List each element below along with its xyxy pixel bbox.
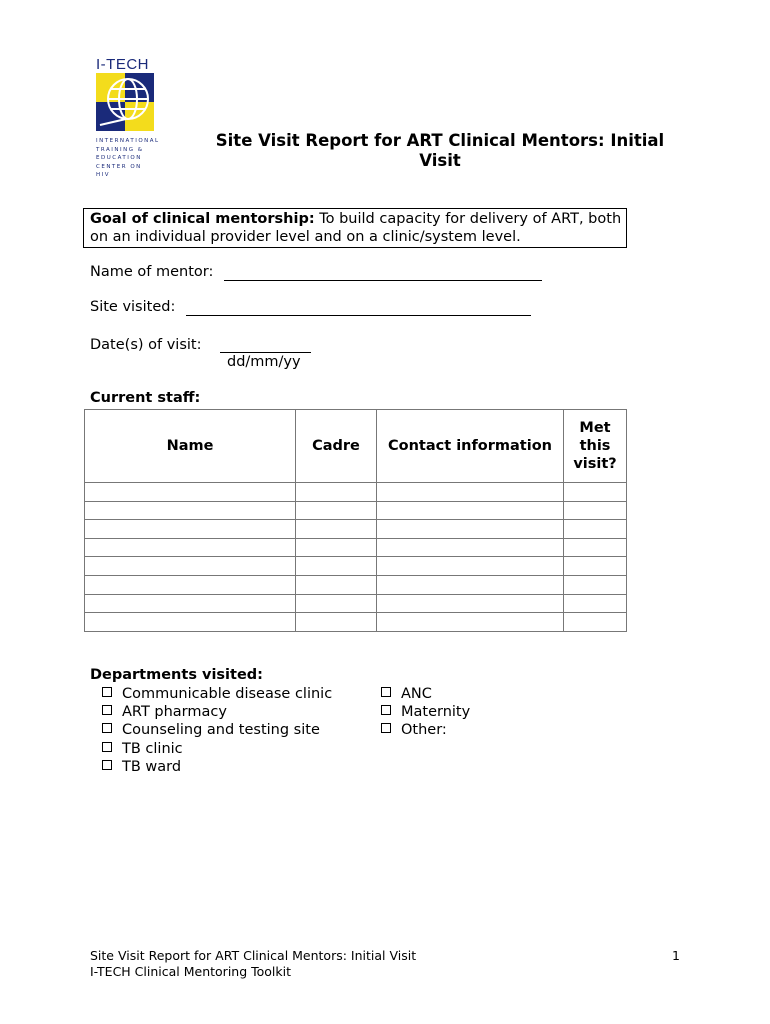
- staff-table: [84, 409, 627, 632]
- checkbox[interactable]: [102, 742, 112, 752]
- table-cell[interactable]: [564, 538, 627, 557]
- goal-box: [83, 208, 627, 248]
- globe-icon: [96, 73, 154, 131]
- departments-heading: Departments visited:: [90, 667, 263, 683]
- table-cell[interactable]: [85, 594, 296, 613]
- checkbox[interactable]: [381, 687, 391, 697]
- table-cell[interactable]: [85, 557, 296, 576]
- table-cell[interactable]: [377, 613, 564, 632]
- site-field[interactable]: [186, 315, 531, 316]
- table-cell[interactable]: [296, 557, 377, 576]
- table-cell[interactable]: [377, 575, 564, 594]
- table-cell[interactable]: [377, 520, 564, 539]
- footer-line1: Site Visit Report for ART Clinical Mentors: Initial Visit: [90, 948, 417, 963]
- table-row: [85, 483, 627, 502]
- col-name: Name: [85, 410, 296, 483]
- table-cell[interactable]: [564, 501, 627, 520]
- table-cell[interactable]: [85, 520, 296, 539]
- table-cell[interactable]: [377, 483, 564, 502]
- table-cell[interactable]: [296, 483, 377, 502]
- checkbox-item[interactable]: [381, 685, 470, 703]
- checkbox-item[interactable]: [102, 740, 332, 758]
- checkbox-item[interactable]: [102, 703, 332, 721]
- table-cell[interactable]: [85, 538, 296, 557]
- table-row: [85, 501, 627, 520]
- footer: [90, 948, 416, 980]
- dates-field[interactable]: [220, 352, 311, 353]
- table-cell[interactable]: [296, 575, 377, 594]
- checkbox[interactable]: [102, 760, 112, 770]
- itech-logo: [96, 56, 158, 180]
- date-format-hint: dd/mm/yy: [227, 354, 301, 370]
- checkbox-label: TB clinic: [122, 740, 183, 757]
- logo-line: TRAINING &: [96, 146, 144, 153]
- checkbox[interactable]: [102, 687, 112, 697]
- checkbox-label: ART pharmacy: [122, 704, 227, 721]
- checkbox-label: TB ward: [122, 758, 182, 775]
- logo-brand: I-TECH: [96, 56, 149, 73]
- mentor-label: Name of mentor:: [90, 264, 214, 280]
- goal-label: Goal of clinical mentorship:: [90, 211, 315, 227]
- checkbox-item[interactable]: [381, 703, 470, 721]
- table-cell[interactable]: [296, 520, 377, 539]
- checkbox[interactable]: [381, 705, 391, 715]
- table-cell[interactable]: [377, 501, 564, 520]
- table-cell[interactable]: [564, 575, 627, 594]
- col-cadre: Cadre: [296, 410, 377, 483]
- table-cell[interactable]: [377, 557, 564, 576]
- table-cell[interactable]: [564, 520, 627, 539]
- checkbox-label: ANC: [401, 686, 432, 702]
- table-cell[interactable]: [564, 594, 627, 613]
- table-cell[interactable]: [296, 538, 377, 557]
- table-cell[interactable]: [85, 613, 296, 632]
- logo-line: CENTER ON HIV: [96, 163, 142, 178]
- departments-right-list: [381, 685, 470, 740]
- table-cell[interactable]: [296, 501, 377, 520]
- logo-line: INTERNATIONAL: [96, 138, 160, 144]
- page-title: Site Visit Report for ART Clinical Mentors: Initial Visit: [215, 131, 665, 170]
- logo-line: EDUCATION: [96, 155, 142, 161]
- table-row: [85, 557, 627, 576]
- staff-heading: Current staff:: [90, 390, 201, 406]
- table-cell[interactable]: [564, 483, 627, 502]
- table-row: [85, 538, 627, 557]
- checkbox-label: Counseling and testing site: [122, 722, 320, 739]
- footer-line2: I-TECH Clinical Mentoring Toolkit: [90, 964, 292, 979]
- col-met: Met this visit?: [564, 410, 627, 483]
- table-cell[interactable]: [85, 501, 296, 520]
- checkbox-label: Communicable disease clinic: [122, 686, 333, 702]
- table-row: [85, 575, 627, 594]
- dates-label: Date(s) of visit:: [90, 337, 202, 353]
- col-contact: Contact information: [377, 410, 564, 483]
- checkbox-item[interactable]: [102, 721, 332, 739]
- table-cell[interactable]: [85, 575, 296, 594]
- checkbox-item[interactable]: [102, 685, 332, 703]
- checkbox[interactable]: [381, 723, 391, 733]
- site-label: Site visited:: [90, 299, 176, 315]
- goal-text: To build capacity for delivery of ART, both on an individual provider level and on a clinic/system level.: [90, 211, 622, 245]
- table-cell[interactable]: [377, 538, 564, 557]
- checkbox-label: Other:: [401, 722, 447, 739]
- table-cell[interactable]: [85, 483, 296, 502]
- table-cell[interactable]: [564, 557, 627, 576]
- departments-left-list: [102, 685, 332, 776]
- checkbox[interactable]: [102, 723, 112, 733]
- table-header-row: [85, 410, 627, 483]
- table-cell[interactable]: [377, 594, 564, 613]
- checkbox-item[interactable]: [102, 758, 332, 776]
- checkbox[interactable]: [102, 705, 112, 715]
- table-cell[interactable]: [296, 594, 377, 613]
- mentor-field[interactable]: [224, 280, 542, 281]
- table-row: [85, 613, 627, 632]
- table-row: [85, 520, 627, 539]
- table-cell[interactable]: [564, 613, 627, 632]
- checkbox-item[interactable]: [381, 721, 470, 739]
- page-number: 1: [672, 948, 680, 963]
- table-cell[interactable]: [296, 613, 377, 632]
- checkbox-label: Maternity: [401, 704, 471, 721]
- table-row: [85, 594, 627, 613]
